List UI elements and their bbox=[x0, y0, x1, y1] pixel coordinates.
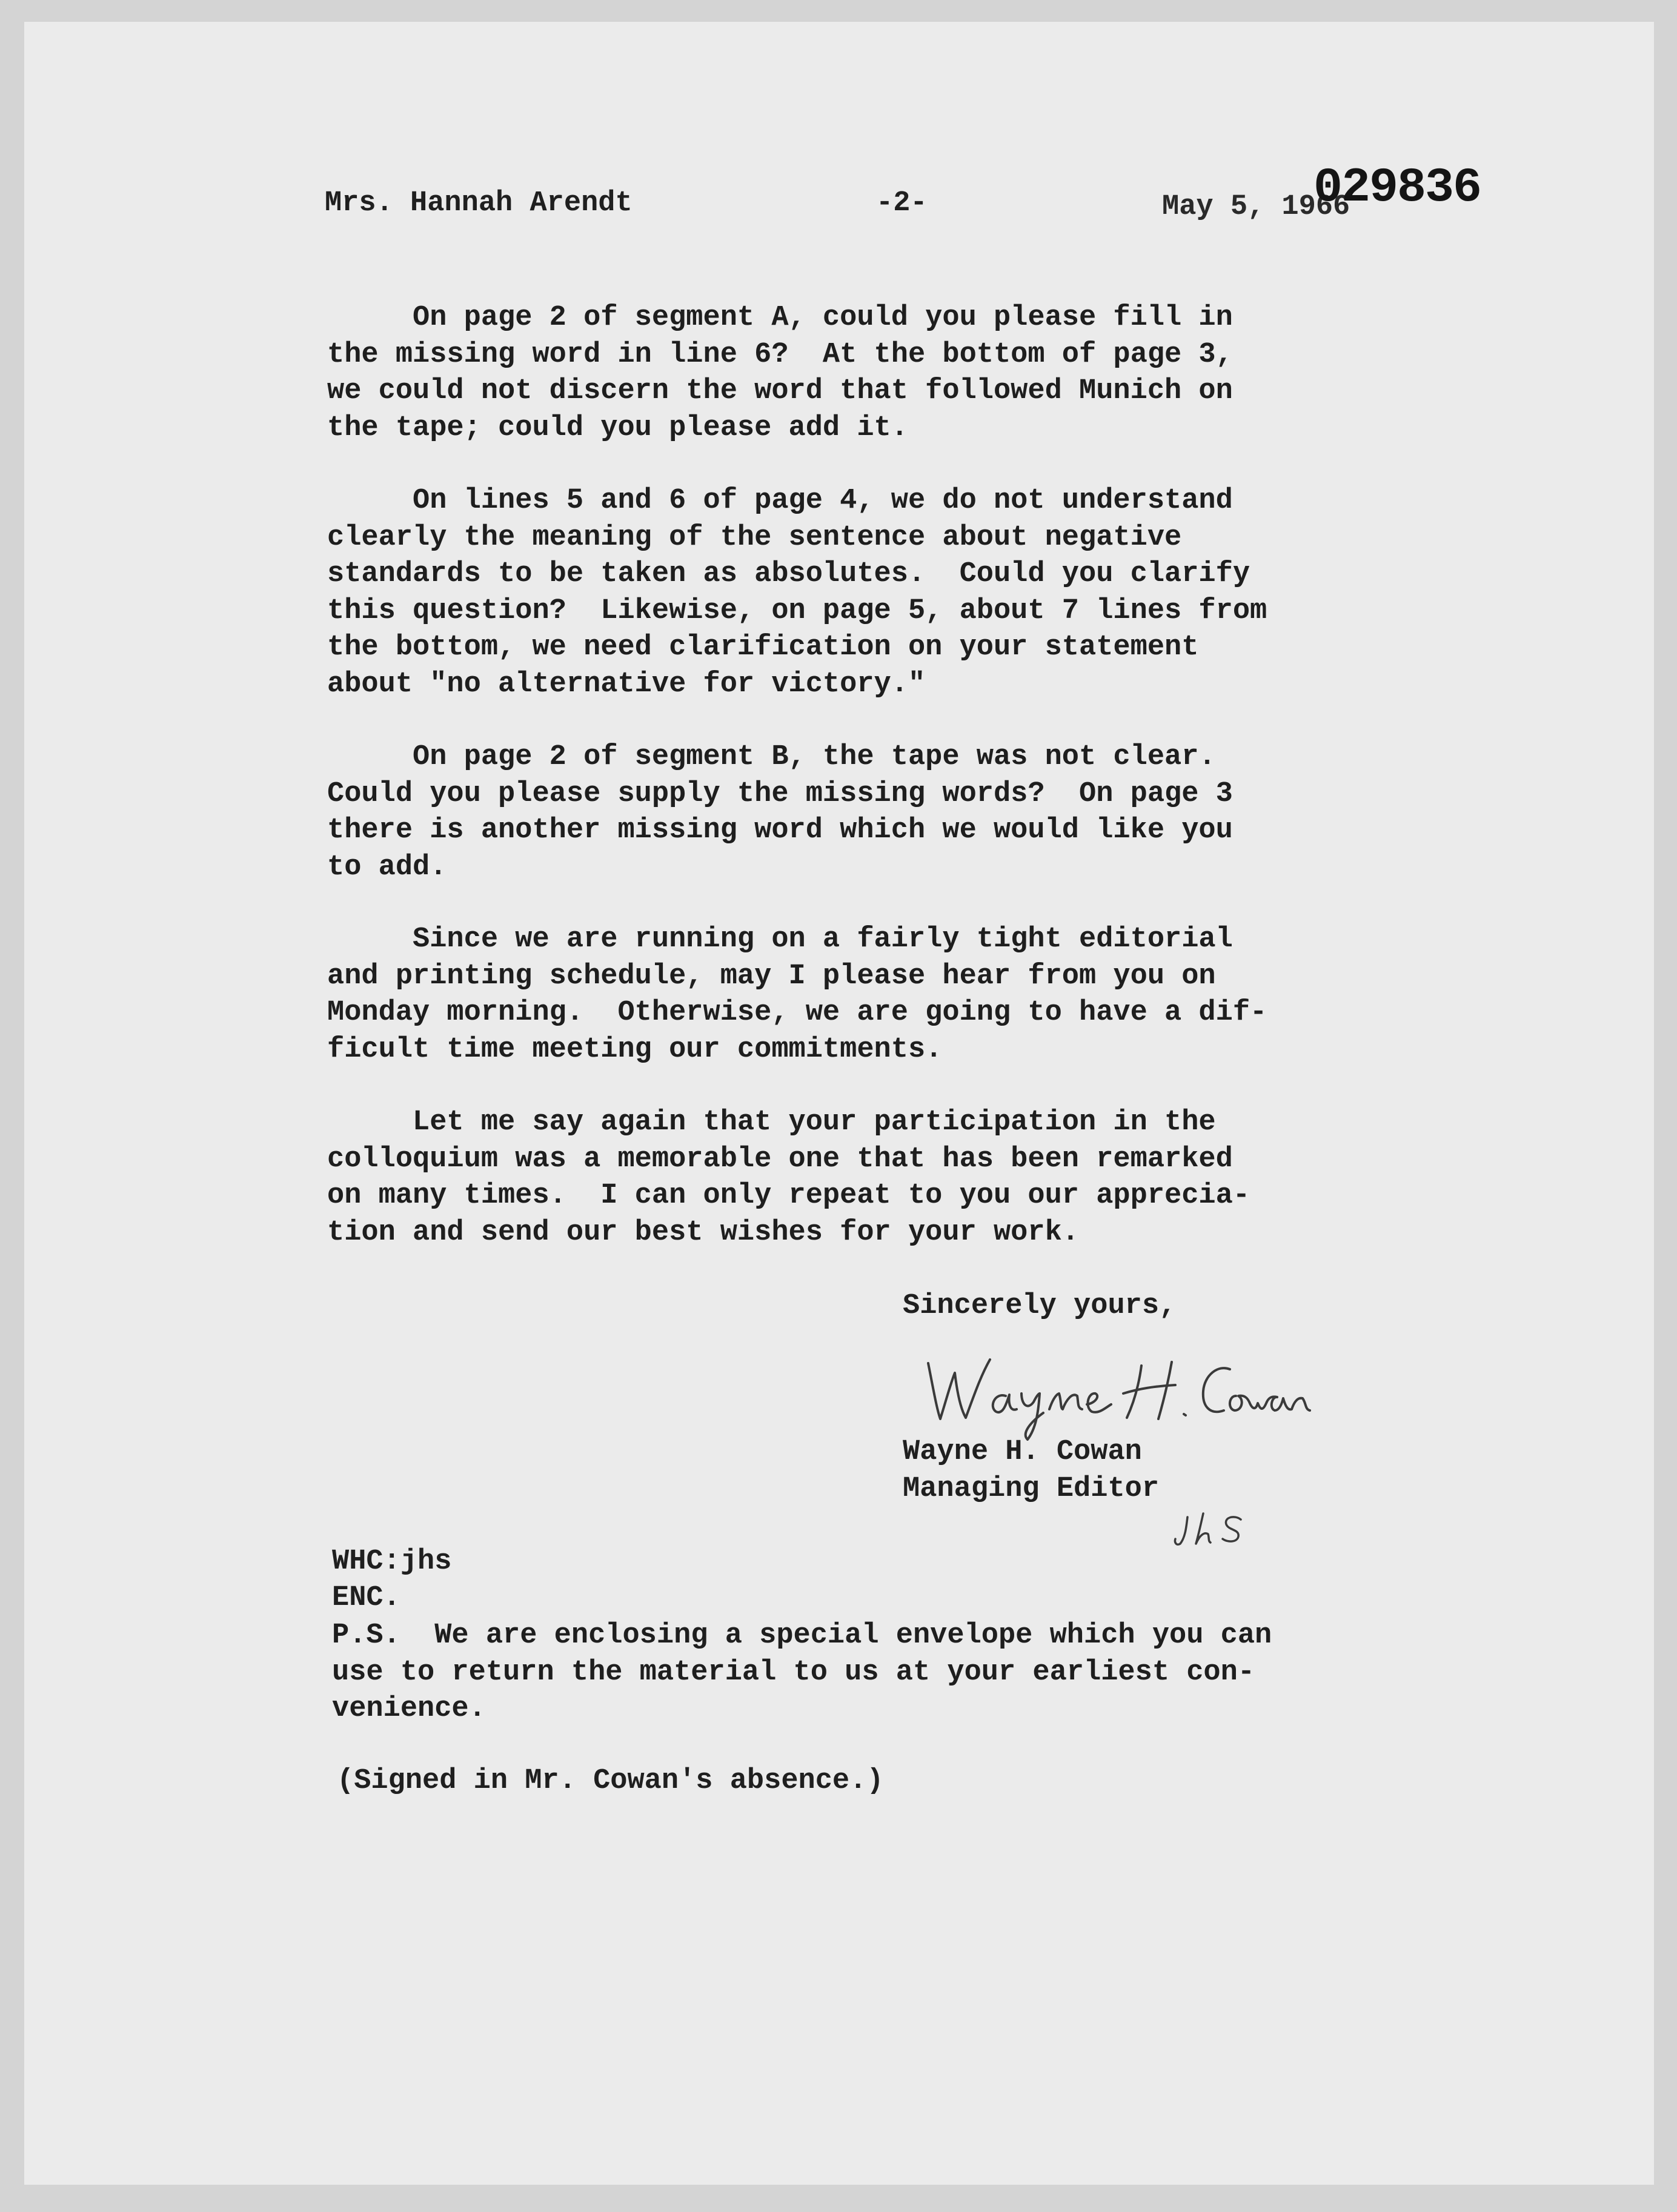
reference-initials: WHC:jhs bbox=[332, 1546, 452, 1578]
body-paragraph: Since we are running on a fairly tight editorial and printing schedule, may I please hear from you on Monday morning. Otherwise, we are going to have a dif- ficult time meeting our commitments. bbox=[327, 923, 1267, 1066]
recipient-heading: Mrs. Hannah Arendt bbox=[325, 187, 633, 219]
body-paragraph: On page 2 of segment A, could you please fill in the missing word in line 6? At the bottom of page 3, we could not discern the word that followed Munich on the tape; could you please add it. bbox=[327, 302, 1233, 444]
postscript: P.S. We are enclosing a special envelope which you can use to return the material to us at your earliest con- venience. bbox=[332, 1619, 1272, 1725]
body-paragraph: On lines 5 and 6 of page 4, we do not understand clearly the meaning of the sentence about negative standards to be taken as absolutes. Could you clarify this question? Likewise, on page 5, about 7 lines from the bottom, we need clarification on your statement about "no alternative for victory." bbox=[327, 485, 1267, 700]
body-paragraph: On page 2 of segment B, the tape was not clear. Could you please supply the missing words? On page 3 there is another missing word which we would like you to add. bbox=[327, 741, 1233, 883]
page-number: -2- bbox=[876, 187, 928, 219]
letter-date: May 5, 1966 bbox=[1162, 191, 1350, 223]
signer-name: Wayne H. Cowan bbox=[903, 1436, 1142, 1468]
signer-title: Managing Editor bbox=[903, 1473, 1160, 1505]
document-number-stamp: 029836 bbox=[1313, 161, 1481, 216]
valediction: Sincerely yours, bbox=[903, 1290, 1177, 1322]
body-paragraph: Let me say again that your participation in the colloquium was a memorable one that has been remarked on many times. I can only repeat to you our apprecia- tion and send our best wishes for your work. bbox=[327, 1106, 1250, 1249]
absence-note: (Signed in Mr. Cowan's absence.) bbox=[337, 1765, 884, 1797]
handwritten-initials bbox=[1169, 1510, 1260, 1552]
enclosure-notation: ENC. bbox=[332, 1582, 400, 1614]
handwritten-signature bbox=[915, 1351, 1315, 1442]
